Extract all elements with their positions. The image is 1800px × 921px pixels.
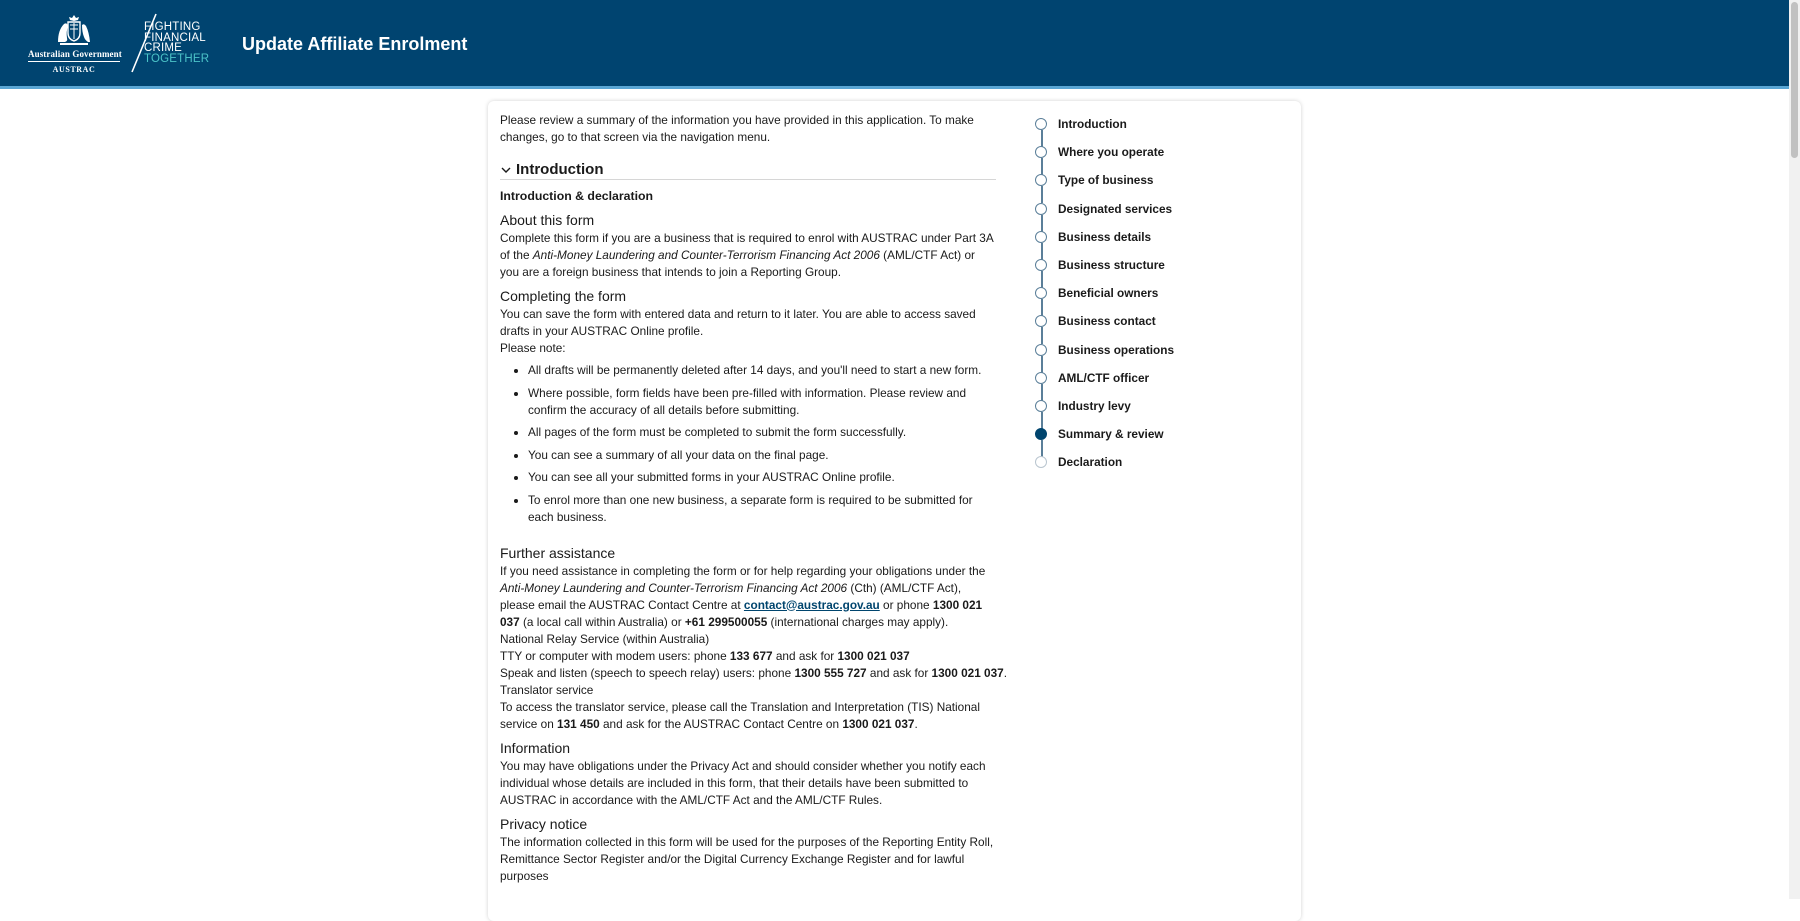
step-indicator <box>1035 203 1047 215</box>
step-label: Summary & review <box>1058 427 1164 442</box>
step-indicator-current <box>1035 428 1047 440</box>
step-indicator <box>1035 174 1047 186</box>
summary-content <box>500 112 1020 885</box>
act-name: Anti-Money Laundering and Counter-Terrorism Financing Act 2006 <box>500 580 848 595</box>
information-text: You may have obligations under the Privacy Act and should consider whether you notify each individual whose details are included in this form, that their details have been submitted to AUSTRAC in accordance with the AML/CTF Act and the AML/CTF Rules. <box>500 758 986 807</box>
step-indicator <box>1035 146 1047 158</box>
coat-of-arms-icon <box>54 12 94 48</box>
step-indicator <box>1035 372 1047 384</box>
step-label: Business operations <box>1058 342 1175 357</box>
slogan-line: FIGHTING <box>144 21 201 33</box>
completing-text: You can save the form with entered data and return to it later. You are able to access saved drafts in your AUSTRAC Online profile. <box>500 307 976 338</box>
chevron-down-icon <box>500 164 512 176</box>
nav-step-introduction[interactable] <box>1035 117 1235 145</box>
nav-step-declaration[interactable] <box>1035 455 1235 483</box>
nav-step-business-details[interactable] <box>1035 230 1235 258</box>
step-label: Where you operate <box>1058 145 1165 160</box>
step-label: AML/CTF officer <box>1058 370 1150 385</box>
slogan-line: FINANCIAL <box>144 31 206 44</box>
phone-number: +61 299500055 <box>684 614 768 629</box>
nav-step-designated-services[interactable] <box>1035 202 1235 230</box>
nav-step-business-operations[interactable] <box>1035 343 1235 371</box>
phone-number: 1300 021 037 <box>837 648 910 663</box>
nav-step-where-you-operate[interactable] <box>1035 145 1235 173</box>
phone-number: 1300 021 037 <box>500 597 983 629</box>
nav-step-industry-levy[interactable] <box>1035 399 1235 427</box>
step-label: Designated services <box>1058 201 1173 216</box>
step-indicator <box>1035 231 1047 243</box>
translator-text <box>500 699 997 733</box>
text-part: . <box>914 716 918 731</box>
nav-step-summary-review[interactable] <box>1035 427 1235 455</box>
completing-heading: Completing the form <box>500 288 627 304</box>
slogan <box>144 22 209 64</box>
list-item: • You can see all your submitted forms in your AUSTRAC Online profile. <box>528 469 997 486</box>
app-header <box>0 0 1789 89</box>
phone-number: 133 677 <box>729 648 773 663</box>
text-part: and ask for <box>772 648 838 663</box>
section-subheading: Introduction & declaration <box>500 189 654 203</box>
step-label: Business structure <box>1058 257 1165 272</box>
step-label: Business details <box>1058 229 1152 244</box>
list-item: • All drafts will be permanently deleted after 14 days, and you'll need to start a new form. <box>528 362 997 379</box>
text-part: and ask for <box>866 665 932 680</box>
phone-number: 1300 021 037 <box>931 665 1004 680</box>
fighting-financial-crime-together-logo <box>130 12 210 74</box>
text-part: and ask for the AUSTRAC Contact Centre on <box>599 716 843 731</box>
note-label: Please note: <box>500 341 566 355</box>
step-label: Business contact <box>1058 314 1156 329</box>
intro-text: Please review a summary of the information you have provided in this application. To make changes, go to that screen via the navigation menu. <box>500 113 974 144</box>
about-text-part: (AML/CTF Act) or you are a foreign business that intends to join a Reporting Group. <box>500 248 975 279</box>
page-title: Update Affiliate Enrolment <box>242 34 468 54</box>
scrollbar-thumb[interactable] <box>1791 2 1798 158</box>
step-label: Type of business <box>1058 173 1154 188</box>
government-name: Australian Government <box>28 49 120 62</box>
list-item: • You can see a summary of all your data on the final page. <box>528 447 997 464</box>
section-toggle-introduction[interactable] <box>500 161 996 180</box>
step-indicator <box>1035 259 1047 271</box>
slogan-line: CRIME <box>144 42 183 54</box>
text-part: (international charges may apply). <box>767 614 949 629</box>
privacy-text: The information collected in this form will be used for the purposes of the Reporting Entity Roll, Remittance Sector Register and/or the Digital Currency Exchange Register and for lawful purposes <box>500 834 994 883</box>
text-part: (Cth) (AML/CTF Act), please email the AUSTRAC Contact Centre at <box>500 580 962 612</box>
step-indicator <box>1035 400 1047 412</box>
text-part: (a local call within Australia) or <box>519 614 685 629</box>
step-indicator <box>1035 344 1047 356</box>
step-indicator <box>1035 456 1047 468</box>
text-part: . <box>1003 665 1007 680</box>
nav-step-beneficial-owners[interactable] <box>1035 286 1235 314</box>
further-assistance-heading: Further assistance <box>500 544 616 561</box>
form-step-navigation <box>1035 117 1235 483</box>
list-item: • All pages of the form must be completed to submit the form successfully. <box>528 424 997 441</box>
nav-step-aml-ctf-officer[interactable] <box>1035 371 1235 399</box>
agency-name: AUSTRAC <box>52 65 96 74</box>
list-item: • Where possible, form fields have been pre-filled with information. Please review and confirm the accuracy of all details before submitting. <box>528 385 997 419</box>
assistance-text <box>500 563 997 631</box>
step-indicator <box>1035 118 1047 130</box>
text-part: or phone <box>879 597 933 612</box>
email-link[interactable]: contact@austrac.gov.au <box>743 597 880 612</box>
step-label: Industry levy <box>1058 398 1131 413</box>
phone-number: 1300 021 037 <box>842 716 915 731</box>
speak-listen-text <box>500 665 1020 682</box>
act-name: Anti-Money Laundering and Counter-Terrorism Financing Act 2006 <box>532 248 880 262</box>
australian-government-logo <box>28 12 120 76</box>
text-part: To access the translator service, please call the Translation and Interpretation (TIS) National service on <box>500 699 980 731</box>
page-scrollbar[interactable] <box>1789 0 1800 899</box>
about-heading: About this form <box>500 212 595 228</box>
nav-step-business-contact[interactable] <box>1035 314 1235 342</box>
privacy-heading: Privacy notice <box>500 815 588 832</box>
step-label: Introduction <box>1058 117 1127 131</box>
nav-step-business-structure[interactable] <box>1035 258 1235 286</box>
step-label: Declaration <box>1058 455 1123 470</box>
about-text <box>500 230 997 281</box>
nav-step-type-of-business[interactable] <box>1035 173 1235 201</box>
text-part: TTY or computer with modem users: phone <box>500 648 730 663</box>
translator-heading: Translator service <box>500 682 594 697</box>
notes-list <box>500 362 997 526</box>
step-indicator <box>1035 287 1047 299</box>
relay-heading: National Relay Service (within Australia) <box>500 631 710 646</box>
step-indicator <box>1035 315 1047 327</box>
text-part: If you need assistance in completing the form or for help regarding your obligations under the <box>500 563 986 578</box>
about-text-part: Complete this form if you are a business that is required to enrol with AUSTRAC under Part 3A of the <box>500 231 994 262</box>
information-heading: Information <box>500 739 571 756</box>
list-item: • To enrol more than one new business, a separate form is required to be submitted for each business. <box>528 492 997 526</box>
slogan-line: TOGETHER <box>144 52 210 65</box>
phone-number: 131 450 <box>557 716 600 731</box>
text-part: Speak and listen (speech to speech relay) users: phone <box>500 665 795 680</box>
section-title: Introduction <box>516 161 604 178</box>
tty-text <box>500 648 1020 665</box>
phone-number: 1300 555 727 <box>794 665 867 680</box>
step-label: Beneficial owners <box>1058 286 1159 301</box>
